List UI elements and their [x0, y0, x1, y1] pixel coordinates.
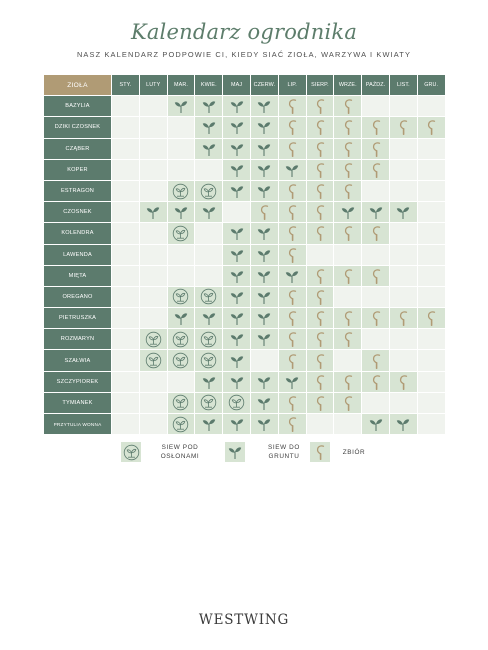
month-header: MAR. [167, 75, 195, 96]
empty-cell [195, 265, 223, 286]
month-header: LUTY [139, 75, 167, 96]
empty-cell [362, 329, 390, 350]
seedling-icon [278, 371, 306, 392]
seedling-icon [278, 159, 306, 180]
empty-cell [195, 223, 223, 244]
empty-cell [389, 244, 417, 265]
seedling-icon [250, 159, 278, 180]
sickle-icon [362, 265, 390, 286]
herb-label: CZĄBER [44, 138, 112, 159]
empty-cell [139, 180, 167, 201]
empty-cell [417, 371, 445, 392]
herb-label: ROZMARYN [44, 329, 112, 350]
empty-cell [417, 392, 445, 413]
herb-label: DZIKI CZOSNEK [44, 117, 112, 138]
empty-cell [306, 414, 334, 435]
empty-cell [417, 138, 445, 159]
sickle-icon [306, 223, 334, 244]
month-header: PAŹDZ. [362, 75, 390, 96]
table-row [44, 392, 445, 413]
empty-cell [139, 308, 167, 329]
legend-item-ground [225, 442, 314, 462]
empty-cell [306, 244, 334, 265]
sickle-icon [278, 392, 306, 413]
seedling-icon [389, 202, 417, 223]
empty-cell [139, 286, 167, 307]
sickle-icon [306, 392, 334, 413]
empty-cell [139, 265, 167, 286]
empty-cell [417, 159, 445, 180]
sickle-icon [278, 414, 306, 435]
table-row [44, 414, 445, 435]
sickle-icon [306, 265, 334, 286]
seedling-circle-icon [167, 392, 195, 413]
seedling-icon [250, 265, 278, 286]
sickle-icon [278, 96, 306, 117]
empty-cell [195, 159, 223, 180]
sickle-icon [334, 329, 362, 350]
herb-label: SZCZYPIOREK [44, 371, 112, 392]
page-title: Kalendarz ogrodnika [130, 20, 358, 44]
sickle-icon [306, 308, 334, 329]
sickle-icon [362, 159, 390, 180]
seedling-circle-icon [195, 286, 223, 307]
empty-cell [362, 392, 390, 413]
herb-label: PRZYTULIA WONNA [44, 414, 112, 435]
seedling-circle-icon [167, 329, 195, 350]
sickle-icon [334, 265, 362, 286]
seedling-icon [223, 286, 251, 307]
seedling-circle-icon [139, 350, 167, 371]
herb-label: KOLENDRA [44, 223, 112, 244]
herb-label: TYMIANEK [44, 392, 112, 413]
empty-cell [112, 308, 140, 329]
empty-cell [417, 286, 445, 307]
seedling-icon [223, 371, 251, 392]
herb-label: ESTRAGON [44, 180, 112, 201]
sickle-icon [306, 117, 334, 138]
table-row [44, 350, 445, 371]
sickle-icon [306, 371, 334, 392]
seedling-icon [223, 414, 251, 435]
empty-cell [112, 286, 140, 307]
table-row [44, 96, 445, 117]
sickle-icon [334, 308, 362, 329]
sickle-icon [278, 244, 306, 265]
sickle-icon [306, 159, 334, 180]
sickle-icon [278, 286, 306, 307]
empty-cell [112, 159, 140, 180]
seedling-icon [250, 96, 278, 117]
empty-cell [112, 265, 140, 286]
legend-label: ZBIÓR [342, 448, 366, 456]
empty-cell [417, 180, 445, 201]
herb-label: MIĘTA [44, 265, 112, 286]
seedling-icon [250, 286, 278, 307]
sickle-icon [362, 117, 390, 138]
sickle-icon [389, 117, 417, 138]
empty-cell [417, 414, 445, 435]
empty-cell [139, 414, 167, 435]
seedling-circle-icon [195, 350, 223, 371]
empty-cell [139, 392, 167, 413]
empty-cell [417, 96, 445, 117]
herb-label: SZAŁWIA [44, 350, 112, 371]
month-header: CZERW. [250, 75, 278, 96]
herb-label: PIETRUSZKA [44, 308, 112, 329]
empty-cell [362, 180, 390, 201]
sickle-icon [278, 117, 306, 138]
table-row [44, 286, 445, 307]
seedling-icon [195, 202, 223, 223]
sickle-icon [310, 442, 330, 462]
empty-cell [167, 244, 195, 265]
seedling-circle-icon [195, 180, 223, 201]
seedling-circle-icon [195, 392, 223, 413]
legend [0, 442, 488, 472]
table-row [44, 138, 445, 159]
sickle-icon [306, 350, 334, 371]
legend-item-harvest [310, 442, 369, 462]
sickle-icon [306, 329, 334, 350]
seedling-circle-icon [223, 392, 251, 413]
sickle-icon [334, 159, 362, 180]
seedling-icon [389, 414, 417, 435]
month-header: SIERP. [306, 75, 334, 96]
empty-cell [334, 244, 362, 265]
empty-cell [139, 244, 167, 265]
empty-cell [389, 265, 417, 286]
brand-logo: WESTWING [198, 612, 290, 628]
sickle-icon [334, 371, 362, 392]
table-row [44, 265, 445, 286]
seedling-icon [223, 265, 251, 286]
sickle-icon [362, 350, 390, 371]
empty-cell [167, 159, 195, 180]
seedling-icon [250, 329, 278, 350]
sickle-icon [334, 138, 362, 159]
herb-label: OREGANO [44, 286, 112, 307]
empty-cell [223, 202, 251, 223]
table-row [44, 117, 445, 138]
table-row [44, 202, 445, 223]
empty-cell [112, 414, 140, 435]
seedling-circle-icon [195, 329, 223, 350]
seedling-icon [195, 414, 223, 435]
empty-cell [389, 223, 417, 244]
seedling-icon [362, 414, 390, 435]
seedling-circle-icon [139, 329, 167, 350]
empty-cell [417, 244, 445, 265]
sickle-icon [417, 308, 445, 329]
seedling-icon [223, 223, 251, 244]
month-header: STY. [112, 75, 140, 96]
seedling-icon [250, 117, 278, 138]
empty-cell [389, 350, 417, 371]
empty-cell [167, 117, 195, 138]
empty-cell [112, 244, 140, 265]
seedling-icon [195, 96, 223, 117]
empty-cell [112, 96, 140, 117]
empty-cell [417, 202, 445, 223]
month-header: KWIE. [195, 75, 223, 96]
seedling-icon [167, 96, 195, 117]
sickle-icon [417, 117, 445, 138]
empty-cell [389, 159, 417, 180]
empty-cell [139, 223, 167, 244]
sickle-icon [250, 202, 278, 223]
sickle-icon [306, 96, 334, 117]
empty-cell [112, 329, 140, 350]
month-header: WRZE. [334, 75, 362, 96]
sickle-icon [278, 180, 306, 201]
sickle-icon [362, 308, 390, 329]
table-row [44, 308, 445, 329]
seedling-icon [167, 202, 195, 223]
seedling-icon [250, 308, 278, 329]
seedling-icon [334, 202, 362, 223]
seedling-icon [250, 371, 278, 392]
sickle-icon [306, 138, 334, 159]
sickle-icon [306, 180, 334, 201]
empty-cell [334, 350, 362, 371]
seedling-circle-icon [121, 442, 141, 462]
seedling-icon [223, 329, 251, 350]
seedling-icon [278, 265, 306, 286]
empty-cell [334, 286, 362, 307]
empty-cell [195, 244, 223, 265]
sickle-icon [278, 329, 306, 350]
empty-cell [112, 392, 140, 413]
sickle-icon [334, 117, 362, 138]
herb-label: BAZYLIA [44, 96, 112, 117]
sickle-icon [334, 223, 362, 244]
seedling-icon [225, 442, 245, 462]
sickle-icon [306, 286, 334, 307]
empty-cell [139, 117, 167, 138]
seedling-icon [223, 96, 251, 117]
empty-cell [139, 96, 167, 117]
empty-cell [362, 96, 390, 117]
empty-cell [250, 350, 278, 371]
sickle-icon [389, 308, 417, 329]
sickle-icon [278, 223, 306, 244]
seedling-icon [223, 308, 251, 329]
month-header: MAJ [223, 75, 251, 96]
sickle-icon [278, 138, 306, 159]
herb-label: KOPER [44, 159, 112, 180]
seedling-icon [167, 308, 195, 329]
seedling-circle-icon [167, 350, 195, 371]
seedling-circle-icon [167, 223, 195, 244]
seedling-circle-icon [167, 286, 195, 307]
seedling-icon [195, 138, 223, 159]
seedling-icon [195, 371, 223, 392]
empty-cell [112, 138, 140, 159]
sickle-icon [362, 138, 390, 159]
sickle-icon [278, 202, 306, 223]
seedling-circle-icon [167, 180, 195, 201]
legend-item-covered [121, 442, 210, 462]
empty-cell [389, 96, 417, 117]
table-row [44, 223, 445, 244]
sickle-icon [334, 392, 362, 413]
table-row [44, 371, 445, 392]
herb-label: CZOSNEK [44, 202, 112, 223]
empty-cell [389, 138, 417, 159]
month-header: GRU. [417, 75, 445, 96]
seedling-icon [223, 350, 251, 371]
table-row [44, 244, 445, 265]
seedling-circle-icon [167, 414, 195, 435]
legend-label: SIEW POD OSŁONAMI [160, 444, 200, 460]
seedling-icon [139, 202, 167, 223]
empty-cell [139, 159, 167, 180]
herb-label: LAWENDA [44, 244, 112, 265]
legend-label: SIEW DO GRUNTU [268, 444, 300, 460]
seedling-icon [223, 138, 251, 159]
empty-cell [112, 223, 140, 244]
sickle-icon [334, 96, 362, 117]
sickle-icon [362, 371, 390, 392]
seedling-icon [362, 202, 390, 223]
empty-cell [167, 265, 195, 286]
seedling-icon [195, 308, 223, 329]
empty-cell [417, 223, 445, 244]
empty-cell [389, 392, 417, 413]
empty-cell [167, 371, 195, 392]
sickle-icon [306, 202, 334, 223]
empty-cell [417, 265, 445, 286]
empty-cell [112, 180, 140, 201]
sickle-icon [278, 350, 306, 371]
seedling-icon [223, 180, 251, 201]
seedling-icon [223, 244, 251, 265]
sickle-icon [334, 180, 362, 201]
garden-calendar-table [44, 75, 446, 435]
month-header: LIP. [278, 75, 306, 96]
empty-cell [362, 244, 390, 265]
seedling-icon [223, 117, 251, 138]
sickle-icon [362, 223, 390, 244]
empty-cell [112, 202, 140, 223]
sickle-icon [278, 308, 306, 329]
empty-cell [417, 329, 445, 350]
seedling-icon [250, 180, 278, 201]
sickle-icon [389, 371, 417, 392]
empty-cell [389, 180, 417, 201]
seedling-icon [195, 117, 223, 138]
empty-cell [112, 350, 140, 371]
seedling-icon [250, 138, 278, 159]
empty-cell [139, 371, 167, 392]
empty-cell [389, 286, 417, 307]
empty-cell [334, 414, 362, 435]
table-row [44, 329, 445, 350]
seedling-icon [223, 159, 251, 180]
empty-cell [112, 371, 140, 392]
empty-cell [167, 138, 195, 159]
empty-cell [362, 286, 390, 307]
empty-cell [417, 350, 445, 371]
seedling-icon [250, 223, 278, 244]
empty-cell [389, 329, 417, 350]
page-subtitle: NASZ KALENDARZ PODPOWIE CI, KIEDY SIAĆ ZIOŁA, WARZYWA I KWIATY [76, 50, 412, 59]
empty-cell [139, 138, 167, 159]
month-header: LIST. [389, 75, 417, 96]
table-row [44, 159, 445, 180]
seedling-icon [250, 414, 278, 435]
header-row [44, 75, 445, 96]
empty-cell [112, 117, 140, 138]
seedling-icon [250, 392, 278, 413]
column-header-herbs: ZIOŁA [44, 75, 112, 96]
seedling-icon [250, 244, 278, 265]
table-row [44, 180, 445, 201]
